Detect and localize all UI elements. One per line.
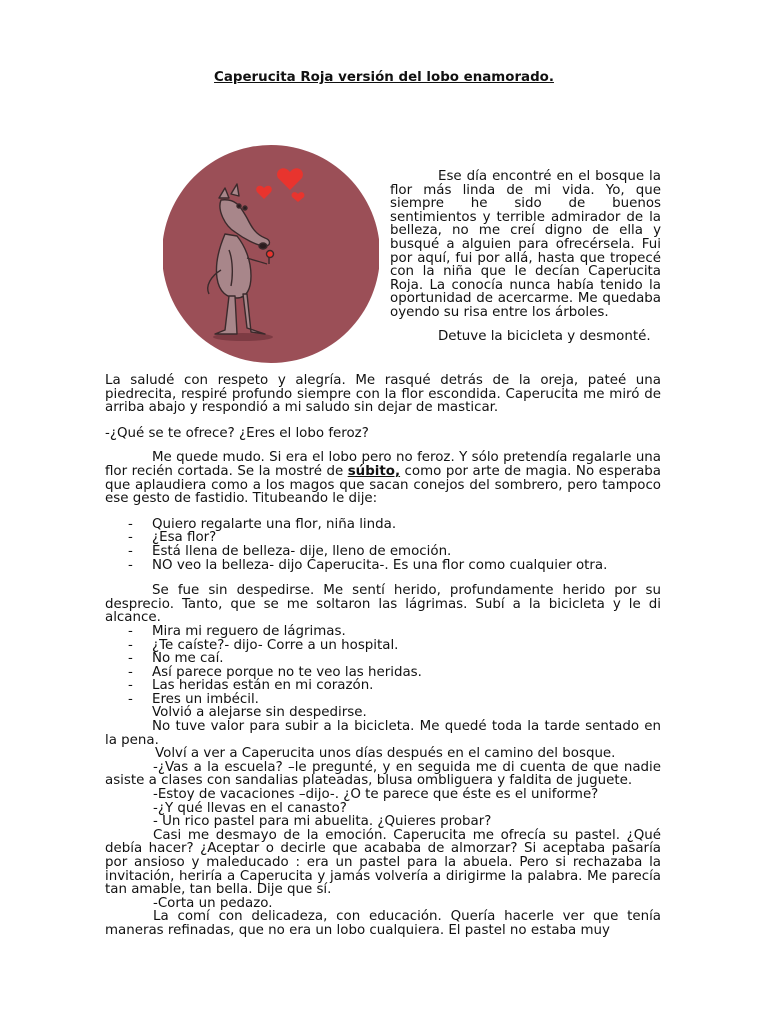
list-item: - No me caí. xyxy=(105,652,661,666)
paragraph: Se fue sin despedirse. Me sentí herido, profundamente herido por su desprecio. Tanto, que se me soltaron las lágrimas. Subí a la bicicleta y le di alcance. xyxy=(105,583,661,626)
paragraph: -¿Qué se te ofrece? ¿Eres el lobo feroz? xyxy=(105,425,369,441)
dialog-list xyxy=(105,518,661,572)
document-title: Caperucita Roja versión del lobo enamorado. xyxy=(214,70,554,85)
list-item: - NO veo la belleza- dijo Caperucita-. Es una flor como cualquier otra. xyxy=(105,559,661,573)
list-item: - Así parece porque no te veo las heridas. xyxy=(105,666,661,680)
paragraph: - Un rico pastel para mi abuelita. ¿Quieres probar? xyxy=(153,814,492,830)
dialog-list xyxy=(105,625,661,707)
paragraph: -Estoy de vacaciones –dijo-. ¿O te parece que éste es el uniforme? xyxy=(153,787,599,803)
paragraph: -¿Y qué llevas en el canasto? xyxy=(153,800,347,816)
intro-column xyxy=(390,170,661,343)
paragraph: La comí con delicadeza, con educación. Quería hacerle ver que tenía maneras refinadas, que no era un lobo cualquiera. El pastel no estaba muy xyxy=(105,909,661,938)
paragraph-text: como por arte de magia. No esperaba que aplaudiera como a los magos que sacan conejos del sombrero, pero tampoco ese gesto de fastidio. Titubeando le dije: xyxy=(105,463,661,507)
paragraph: La saludé con respeto y alegría. Me rasqué detrás de la oreja, pateé una piedrecita, respiré profundo siempre con la flor escondida. Caperucita me miró de arriba abajo y respondió a mi saludo sin dejar de masticar. xyxy=(105,373,661,416)
paragraph: Volvió a alejarse sin despedirse. xyxy=(152,705,367,721)
intro-tail: Detuve la bicicleta y desmonté. xyxy=(438,328,651,344)
list-item: - Quiero regalarte una flor, niña linda. xyxy=(105,518,661,532)
paragraph xyxy=(105,451,661,505)
list-item: - Las heridas están en mi corazón. xyxy=(105,679,661,693)
list-item: - ¿Esa flor? xyxy=(105,531,661,545)
subito-word: súbito, xyxy=(347,463,401,479)
paragraph: -Corta un pedazo. xyxy=(153,895,273,911)
paragraph: No tuve valor para subir a la bicicleta. Me quedé toda la tarde sentado en la pena. xyxy=(105,719,661,748)
intro-paragraph: Ese día encontré en el bosque la flor más linda de mi vida. Yo, que siempre he sido de buenos sentimientos y terrible admirador de la belleza, no me creí digno de ella y busqué a alguien para ofrecérsela. Fui por aquí, fui por allá, hasta que tropecé con la niña que le decían Caperucita Roja. La conocía nunca había tenido la oportunidad de acercarme. Me quedaba oyendo su risa entre los árboles. xyxy=(390,169,661,320)
paragraph: -¿Vas a la escuela? –le pregunté, y en seguida me di cuenta de que nadie asiste a clases con sandalias plateadas, blusa ombliguera y faldita de juguete. xyxy=(105,759,661,789)
list-item: - Mira mi reguero de lágrimas. xyxy=(105,625,661,639)
paragraph: Casi me desmayo de la emoción. Caperucita me ofrecía su pastel. ¿Qué debía hacer? ¿Aceptar o decirle que acababa de almorzar? Si aceptaba pasaría por ansioso y maleducado : era un pastel para la abuela. Pero si rechazaba la invitación, heriría a Caperucita y jamás volvería a dirigirme la palabra. Me parecía tan amable, tan bella. Dije que sí. xyxy=(105,827,661,898)
paragraph: Volví a ver a Caperucita unos días después en el camino del bosque. xyxy=(155,746,616,762)
list-item: - Está llena de belleza- dije, lleno de emoción. xyxy=(105,545,661,559)
list-item: - Eres un imbécil. xyxy=(105,693,661,707)
wolf-illustration xyxy=(163,140,379,364)
body-column xyxy=(105,374,661,938)
list-item: - ¿Te caíste?- dijo- Corre a un hospital. xyxy=(105,639,661,653)
paragraph-text: Me quede mudo. Si era el lobo pero no feroz. Y sólo pretendía regalarle una flor recién cortada. Se la mostré de xyxy=(105,450,661,479)
